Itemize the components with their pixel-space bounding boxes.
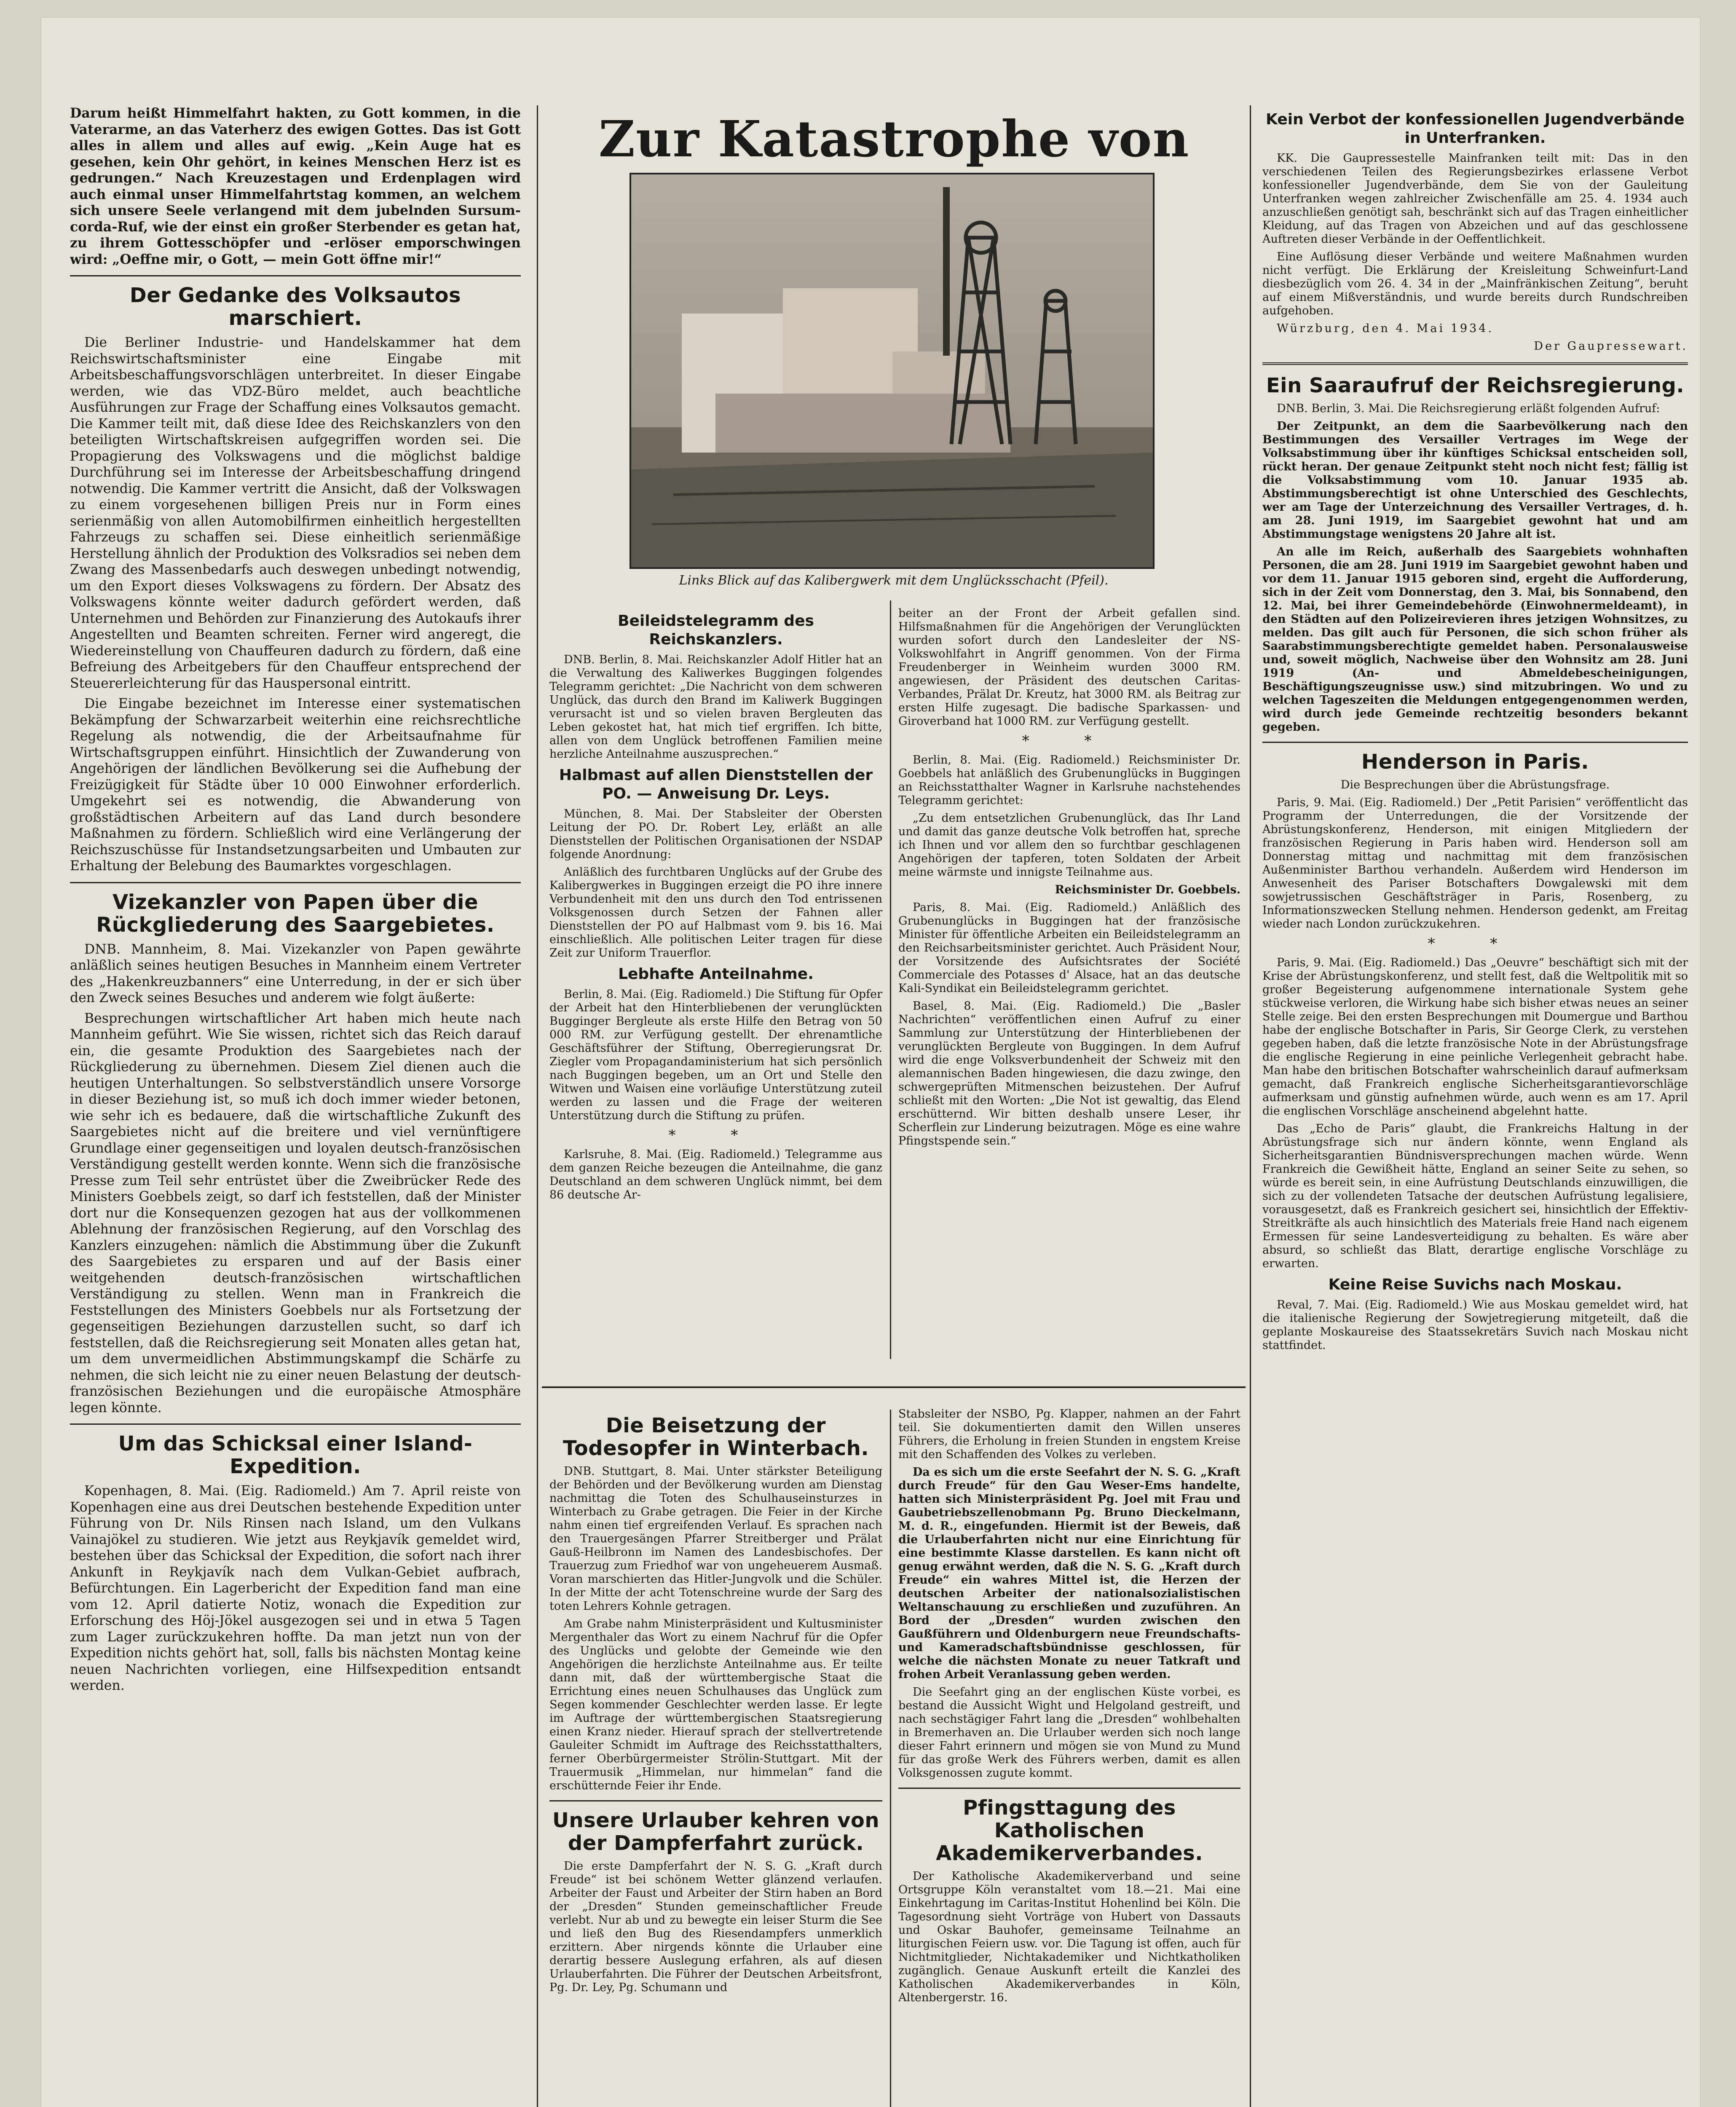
article-paragraph: Der Zeitpunkt, an dem die Saarbevölkerung nach den Bestimmungen des Versailler Vertrages im Wege der Volksabstimmung über ihr künftiges Schicksal entscheiden soll, rückt heran. Der genaue Zeitpunkt steht noch nicht fest; fällig ist die Volksabstimmung vom 10. Januar 1935 ab. Abstimmungsberechtigt ist ohne Unterschied des Geschlechts, wer am Tage der Unterzeichnung des Versailler Vertrages, d. h. am 28. Juni 1919, im Saargebiet gewohnt hat und am Abstimmungstage wenigstens 20 Jahre alt ist.	[1262, 420, 1688, 541]
headline-lebhaft: Lebhafte Anteilnahme.	[618, 965, 814, 983]
headline-henderson: Henderson in Paris.	[1361, 750, 1589, 774]
article-paragraph: Basel, 8. Mai. (Eig. Radiomeld.) Die „Basler Nachrichten“ veröffentlichen einen Aufruf zu einer Sammlung zur Unterstützung der Hinterbliebenen der verunglückten Bergleute von Buggingen. In dem Aufruf wird die enge Volksverbundenheit der Schweiz mit den alemannischen Baden hingewiesen, die dazu zwinge, den schwergeprüften Mitmenschen beizustehen. Der Aufruf schließt mit den Worten: „Die Not ist gewaltig, das Elend erschütternd. Wir bitten deshalb unsere Leser, ihr Scherflein zur Linderung beizutragen. Möge es eine wahre Pfingstspende sein.“	[898, 1000, 1240, 1147]
divider	[70, 882, 521, 883]
divider	[1262, 362, 1688, 365]
article-paragraph: Berlin, 8. Mai. (Eig. Radiomeld.) Die Stiftung für Opfer der Arbeit hat den Hinterbliebenen der verunglückten Bugginger Bergleute als erste Hilfe den Betrag von 50 000 RM. zur Verfügung gestellt. Der ehrenamtliche Geschäftsführer der Stiftung, Oberregierungsrat Dr. Ziegler vom Propagandaministerium hat sich persönlich nach Buggingen begeben, um an Ort und Stelle den Witwen und Waisen eine vorläufige Unterstützung zuteil werden zu lassen und die Frage der weiteren Unterstützung durch die Stiftung zu prüfen.	[549, 988, 882, 1122]
divider	[1262, 742, 1688, 743]
article-paragraph: Besprechungen wirtschaftlicher Art haben mich heute nach Mannheim geführt. Wie Sie wissen, richtet sich das Reich darauf ein, die gesamte Produktion des Saargebietes nach der Rückgliederung zu übernehmen. Diesem Ziel dienen auch die heutigen Unterhaltungen. So selbstverständlich unsere Vorsorge in dieser Beziehung ist, so muß ich doch immer wieder betonen, wie sehr ich es bedauere, daß die wirtschaftliche Zukunft des Saargebietes nicht auf die breitere und viel vernünftigere Grundlage einer gegenseitigen und loyalen deutsch-französischen Verständigung gestellt werden konnte. Wenn sich die französische Presse zum Teil sehr entrüstet über die Zweibrücker Rede des Ministers Goebbels zeigt, so darf ich feststellen, daß der Minister dort nur die Konsequenzen gezogen hat aus der vollkommenen Ablehnung der französischen Regierung, auf den Vorschlag des Kanzlers einzugehen: nämlich die Abstimmung über die Zukunft des Saargebietes zu ersparen und auf der Basis einer weitgehenden deutsch-französischen wirtschaftlichen Verständigung zu stellen. Wenn man in Frankreich die Feststellungen des Ministers Goebbels nur als Fortsetzung der gegenseitigen Beziehungen darzustellen sucht, so darf ich feststellen, daß die Reichsregierung seit Monaten alles getan hat, um dem unvermeidlichen Abstimmungskampf die Schärfe zu nehmen, die sich leicht nie zu einer neuen Belastung der deutsch-französischen Beziehungen und die europäische Atmosphäre legen könnte.	[70, 1011, 521, 1415]
divider	[70, 275, 521, 276]
intro-paragraph: Darum heißt Himmelfahrt hakten, zu Gott kommen, in die Vaterarme, an das Vaterherz des ewigen Gottes. Das ist Gott alles in allem und alles auf ewig. „Kein Auge hat es gesehen, kein Ohr gehört, in keines Menschen Herz ist es gedrungen.“ Nach Kreuzestagen und Erdenplagen wird auch einmal unser Himmelfahrtstag kommen, an welchem sich unsere Seele verlangend mit dem jubelnden Sursum-corda-Ruf, wie der einst ein großer Sterbender es getan hat, zu ihrem Gottesschöpfer und -erlöser emporschwingen wird: „Oeffne mir, o Gott, — mein Gott öffne mir!“	[70, 105, 521, 267]
headline-saar: Ein Saaraufruf der Reichsregierung.	[1266, 374, 1685, 397]
article-paragraph: Die Eingabe bezeichnet im Interesse einer systematischen Bekämpfung der Schwarzarbeit weiterhin eine reichsrechtliche Regelung als notwendig, die der Arbeitsaufnahme für Wirtschaftsgruppen einführt. Hinsichtlich der Zuwanderung von Angehörigen der ländlichen Bevölkerung sei die Aufhebung der Freizügigkeit für Städte über 10 000 Einwohner erforderlich. Umgekehrt sei es notwendig, die Abwanderung von großstädtischen Arbeitern auf das Land durch besondere Maßnahmen zu fördern. Schließlich wird eine Verlängerung der Reichszuschüsse für Instandsetzungsarbeiten und Umbauten zur Erhaltung der Belebung des Baumarktes vorgeschlagen.	[70, 696, 521, 874]
photo-caption: Links Blick auf das Kalibergwerk mit dem Unglücksschacht (Pfeil).	[679, 573, 1109, 588]
column-rule	[537, 105, 538, 2107]
article-paragraph: Die erste Dampferfahrt der N. S. G. „Kraft durch Freude“ ist bei schönem Wetter glänzend verlaufen. Arbeiter der Faust und Arbeiter der Stirn haben an Bord der „Dresden“ Stunden gemeinschaftlicher Freude verlebt. Nur ab und zu bewegte ein leiser Sturm die See und ließ den Bug des Riesendampfers unmerklich erzittern. Aber nirgends könnte die Urlauber eine derartig bessere Auslegung erfahren, als auf diesen Urlauberfahrten. Die Führer der Deutschen Arbeitsfront, Pg. Dr. Ley, Pg. Schumann und	[549, 1860, 882, 1994]
article-paragraph: Eine Auflösung dieser Verbände und weitere Maßnahmen wurden nicht verfügt. Die Erklärung der Kreisleitung Schweinfurt-Land diesbezüglich vom 26. 4. 34 in der „Mainfränkischen Zeitung“, beruht auf einem Mißverständnis, und wurde bereits durch Rundschreiben aufgehoben.	[1262, 250, 1688, 317]
column-right	[1262, 105, 1688, 2107]
article-paragraph: Da es sich um die erste Seefahrt der N. S. G. „Kraft durch Freude“ für den Gau Weser-Ems handelte, hatten sich Ministerpräsident Pg. Joel mit Frau und Gaubetriebszellenobmann Pg. Bruno Dieckelmann, M. d. R., eingefunden. Hiermit ist der Beweis, daß die Urlauberfahrten nicht nur eine Einrichtung für eine bestimmte Klasse darstellen. Es kann nicht oft genug erwähnt werden, daß die N. S. G. „Kraft durch Freude“ ein wahres Mittel ist, die Herzen der deutschen Arbeiter der nationalsozialistischen Weltanschauung zu erschließen und zuzuführen. An Bord der „Dresden“ wurden zwischen den Gaußführern und Oldenburgern neue Freundschafts- und Kameradschaftsbündnisse geschlossen, für welche die nächsten Monate zu neuer Tatkraft und frohen Arbeit Veranlassung geben werden.	[898, 1466, 1240, 1681]
headline-konfessionell: Kein Verbot der konfessionellen Jugendverbände in Unterfranken.	[1266, 111, 1685, 147]
separator-stars: * *	[668, 1127, 764, 1144]
article-paragraph: Paris, 9. Mai. (Eig. Radiomeld.) Der „Petit Parisien“ veröffentlicht das Programm der Unterredungen, die der Vorsitzende der Abrüstungskonferenz, Henderson, mit einigen Mitgliedern der französischen Regierung in Paris haben wird. Henderson soll am Donnerstag mittag und nachmittag mit dem französischen Außenminister Barthou verhandeln. Außerdem wird Henderson im Anwesenheit des Pariser Botschafters Dowgalewski mit dem sowjetrussischen Geschäftsträger in Paris, Rosenberg, zu Informationszwecken Stellung nehmen. Henderson gedenkt, am Freitag wieder nach London zurückzukehren.	[1262, 796, 1688, 930]
mine-photo	[630, 173, 1155, 569]
article-paragraph: Reval, 7. Mai. (Eig. Radiomeld.) Wie aus Moskau gemeldet wird, hat die italienische Regierung der Sowjetregierung mitgeteilt, daß die geplante Moskaureise des Staatssekretärs Suvich nach Moskau nicht stattfindet.	[1262, 1298, 1688, 1352]
headline-halbmast: Halbmast auf allen Dienststellen der PO. — Anweisung Dr. Leys.	[559, 767, 873, 802]
article-paragraph: KK. Die Gaupressestelle Mainfranken teilt mit: Das in den verschiedenen Teilen des Regierungsbezirkes erlassene Verbot konfessioneller Jugendverbände, dem Sie von der Gauleitung Unterfranken wegen zahlreicher Zwischenfälle am 25. 4. 1934 auch anzuschließen genötigt sah, beschränkt sich auf das Tragen einheitlicher Kleidung, auf das Tragen von Abzeichen und auf das geschlossene Auftreten dieser Verbände in der Oeffentlichkeit.	[1262, 152, 1688, 246]
headline-papen: Vizekanzler von Papen über die Rückgliederung des Saargebietes.	[96, 890, 495, 937]
article-paragraph: DNB. Stuttgart, 8. Mai. Unter stärkster Beteiligung der Behörden und der Bevölkerung wurden am Dienstag nachmittag die Toten des Schulhauseinsturzes in Winterbach zu Grabe getragen. Die Feier in der Kirche nahm einen tief ergreifenden Verlauf. Es sprachen nach den Trauergesängen Pfarrer Streitberger und Prälat Gauß-Heilbronn im Namen des Landesbischofes. Der Trauerzug zum Friedhof war von ungeheuerem Ausmaß. Voran marschierten das Hitler-Jungvolk und die Schüler. In der Mitte der acht Totenschreine wurde der Sarg des toten Lehrers Kohnle getragen.	[549, 1465, 882, 1613]
article-paragraph: Der Katholische Akademikerverband und seine Ortsgruppe Köln veranstaltet vom 18.—21. Mai eine Einkehrtagung im Caritas-Institut Hohenlind bei Köln. Die Tagesordnung sieht Vorträge von Hubert von Dassauts und Oskar Bauhofer, gemeinsame Teilnahme an liturgischen Feiern usw. vor. Die Tagung ist offen, auch für Nichtmitglieder, Nichtakademiker und Nichtkatholiken zugänglich. Genaue Auskunft erteilt die Kanzlei des Katholischen Akademikerverbandes in Köln, Altenbergerstr. 16.	[898, 1870, 1240, 2004]
divider	[549, 1800, 882, 1801]
headline-island: Um das Schicksal einer Island-Expedition.	[118, 1432, 473, 1478]
headline-beileid: Beileidstelegramm des Reichskanzlers.	[618, 612, 814, 648]
dateline: Würzburg, den 4. Mai 1934.	[1277, 322, 1494, 335]
article-paragraph: Die Seefahrt ging an der englischen Küste vorbei, es bestand die Aussicht Wight und Helgoland gestreift, und nach sechstägiger Fahrt lang die „Dresden“ wohlbehalten in Bremerhaven an. Die Urlauber werden sich noch lange dieser Fahrt erinnern und mögen sie von Mund zu Mund für das große Werk des Führers werben, damit es allen Volksgenossen zugute kommt.	[898, 1686, 1240, 1780]
article-paragraph: DNB. Berlin, 3. Mai. Die Reichsregierung erläßt folgenden Aufruf:	[1277, 402, 1660, 415]
column-rule	[890, 600, 891, 1359]
headline-volksauto: Der Gedanke des Volksautos marschiert.	[129, 284, 461, 330]
divider	[70, 1423, 521, 1425]
article-paragraph: Das „Echo de Paris“ glaubt, die Frankreichs Haltung in der Abrüstungsfrage sich nur ändern könnte, wenn England als Sicherheitsgarantien Bündnisversprechungen machen würde. Wenn Frankreich die Gewißheit hätte, England an seiner Seite zu sehen, so würde es bereit sein, in eine Aufrüstung Deutschlands einzuwilligen, die sich zu der vollendeten Tatsache der deutschen Aufrüstung legalisiere, vorausgesetzt, daß es Frankreich gesichert sei, hinsichtlich der Effektiv-Streitkräfte als auch hinsichtlich des Materials freie Hand nach eigenem Ermessen für seine Landesverteidigung zu behalten. Es wäre aber absurd, so schließt das Blatt, derartige englische Vorschläge zu erwarten.	[1262, 1122, 1688, 1270]
article-paragraph: Anläßlich des furchtbaren Unglücks auf der Grube des Kalibergwerkes in Buggingen erzeigt die PO ihre innere Verbundenheit mit den uns durch den Tod entrissenen Volksgenossen durch Setzen der Fahnen aller Dienststellen der PO auf Halbmast vom 9. bis 16. Mai einschließlich. Alle politischen Leiter tragen für diese Zeit zur Uniform Trauerflor.	[549, 866, 882, 960]
article-paragraph: DNB. Mannheim, 8. Mai. Vizekanzler von Papen gewährte anläßlich seines heutigen Besuches in Mannheim einem Vertreter des „Hakenkreuzbanners“ eine Unterredung, in der er sich über den Zweck seines Besuches und anderem wie folgt äußerte:	[70, 941, 521, 1005]
article-paragraph: Kopenhagen, 8. Mai. (Eig. Radiomeld.) Am 7. April reiste von Kopenhagen eine aus drei Deutschen bestehende Expedition unter Führung von Dr. Nils Rinsen nach Island, um den Vulkans Vainajökel zu studieren. Wie jetzt aus Reykjavík gemeldet wird, bestehen über das Schicksal der Expedition, die sofort nach ihrer Ankunft in Reykjavík nach dem Vulkan-Gebiet aufbrach, Befürchtungen. Ein Lagerbericht der Expedition fand man eine vom 12. April datierte Notiz, wonach die Expedition zur Erforschung des Höj-Jökel ausgezogen sei und in etwa 5 Tagen zum Lager zurückzukehren hoffte. Da man jetzt nun von der Expedition nichts gehört hat, soll, falls bis nächsten Montag keine neuen Nachrichten vorliegen, eine Hilfsexpedition entsandt werden.	[70, 1483, 521, 1693]
headline-pfingst: Pfingsttagung des Katholischen Akademikerverbandes.	[936, 1796, 1203, 1865]
divider	[898, 1788, 1240, 1789]
article-paragraph: Stabsleiter der NSBO, Pg. Klapper, nahmen an der Fahrt teil. Sie dokumentierten damit den Willen unseres Führers, die Erholung in freien Stunden in engstem Kreise mit den Schaffenden des Volkes zu verleben.	[898, 1407, 1240, 1461]
headline-beisetzung: Die Beisetzung der Todesopfer in Winterbach.	[563, 1414, 869, 1460]
article-paragraph: Berlin, 8. Mai. (Eig. Radiomeld.) Reichsminister Dr. Goebbels hat anläßlich des Grubenunglücks in Buggingen an Reichsstatthalter Wagner in Karlsruhe nachstehendes Telegramm gerichtet:	[898, 753, 1240, 807]
column-rule	[1250, 105, 1251, 2107]
article-paragraph: An alle im Reich, außerhalb des Saargebiets wohnhaften Personen, die am 28. Juni 1919 im Saargebiet gewohnt haben und vor dem 11. Januar 1915 geboren sind, ergeht die Aufforderung, sich in der Zeit vom Donnerstag, den 3. Mai, bis Sonnabend, den 12. Mai, bei ihrer Gemeindebehörde (Einwohnermeldeamt), in den Städten auf den Polizeirevieren ihres jetzigen Wohnsitzes, zu melden. Das gilt auch für Personen, die sich schon früher als Saarabstimmungsberechtigte gemeldet haben. Personalausweise und, soweit möglich, Nachweise über den Wohnsitz am 28. Juni 1919 (An- und Abmeldebescheinigungen, Beschäftigungszeugnisse usw.) sind mitzubringen. Wo und zu welchen Tageszeiten die Meldungen entgegengenommen werden, wird durch jede Gemeinde rechtzeitig besonders bekannt gegeben.	[1262, 545, 1688, 734]
newspaper-page	[40, 17, 1701, 2107]
signature: Reichsminister Dr. Goebbels.	[1055, 883, 1240, 896]
article-paragraph: DNB. Berlin, 8. Mai. Reichskanzler Adolf Hitler hat an die Verwaltung des Kaliwerkes Buggingen folgendes Telegramm gerichtet: „Die Nachricht von dem schweren Unglück, das durch den Brand im Kaliwerk Buggingen verursacht ist und so vielen braven Bergleuten das Leben gekostet hat, hat mich tief ergriffen. Ich bitte, allen von dem Unglück betroffenen Familien meine herzliche Anteilnahme auszusprechen.“	[549, 653, 882, 761]
article-paragraph: „Zu dem entsetzlichen Grubenunglück, das Ihr Land und damit das ganze deutsche Volk betroffen hat, spreche ich Ihnen und vor allem den so furchtbar geschlagenen Angehörigen der tapferen, toten Soldaten der Arbeit meine wärmste und innigste Teilnahme aus.	[898, 812, 1240, 879]
column-center-left-upper	[549, 607, 882, 1357]
article-paragraph: Die Berliner Industrie- und Handelskammer hat dem Reichswirtschaftsminister eine Eingabe mit Arbeitsbeschaffungsvorschlägen unterbreitet. In dieser Eingabe werden, wie das VDZ-Büro meldet, auch beachtliche Ausführungen zur Frage der Schaffung eines Volksautos gemacht. Die Kammer teilt mit, daß diese Idee des Reichskanzlers von den beteiligten Wirtschaftskreisen aufgegriffen worden sei. Die Propagierung des Volkswagens und die möglichst baldige Durchführung sei im Interesse der Arbeitsbeschaffung dringend notwendig. Die Kammer vertritt die Ansicht, daß der Volkswagen zu einem vorgesehenen billigen Preis nur in Form eines serienmäßig von allen Automobilfirmen einheitlich hergestellten Fahrzeugs zu schaffen sei. Diese einheitlich serienmäßige Herstellung ähnlich der Produktion des Volksradios sei neben dem Zwang des Massenbedarfs auch deswegen unbedingt notwendig, um den Export dieses Volkswagens zu fördern. Der Absatz des Volkswagens könnte weiter dadurch gefördert werden, daß Unternehmen und Behörden zur Finanzierung des Autokaufs ihrer Angestellten und Beamten schreiten. Ferner wird angeregt, die Wiedereinstellung von Chauffeuren dadurch zu fördern, daß eine Befreiung des Arbeitgebers für den Chauffeur entsprechend der Steuererleichterung für das Hauspersonal eintritt.	[70, 335, 521, 691]
article-paragraph: Paris, 8. Mai. (Eig. Radiomeld.) Anläßlich des Grubenunglücks in Buggingen hat der französische Minister für öffentliche Arbeiten ein Beileidstelegramm an den Reichsarbeitsminister gerichtet. Auch Präsident Nour, der Vorsitzende des Aufsichtsrates der Société Commerciale des Potasses d' Alsace, hat an das deutsche Kali-Syndikat ein Beileidstelegramm gerichtet.	[898, 901, 1240, 995]
article-paragraph: München, 8. Mai. Der Stabsleiter der Obersten Leitung der PO. Dr. Robert Ley, erläßt an alle Dienststellen der Politischen Organisationen der NSDAP folgende Anordnung:	[549, 807, 882, 861]
column-rule	[890, 1410, 891, 2107]
article-paragraph: Am Grabe nahm Ministerpräsident und Kultusminister Mergenthaler das Wort zu einem Nachruf für die Opfer des Unglücks und gelobte der Gemeinde wie den Angehörigen die herzlichste Anteilnahme aus. Er teilte dann mit, daß der württembergische Staat die Errichtung eines neuen Schulhauses das Unglück zum Segen kommender Geschlechter werden lasse. Er legte im Auftrage der württembergischen Staatsregierung einen Kranz nieder. Hierauf sprach der stellvertretende Gauleiter Schmidt im Auftrage des Reichsstatthalters, ferner Oberbürgermeister Strölin-Stuttgart. Mit der Trauermusik „Himmelan, nur himmelan“ fand die erschütternde Feier ihr Ende.	[549, 1617, 882, 1792]
article-paragraph: Karlsruhe, 8. Mai. (Eig. Radiomeld.) Telegramme aus dem ganzen Reiche bezeugen die Anteilnahme, die ganz Deutschland an dem schweren Unglück nimmt, bei dem 86 deutsche Ar-	[549, 1148, 882, 1201]
signature: Der Gaupressewart.	[1534, 340, 1688, 353]
separator-stars: * *	[1022, 732, 1117, 749]
column-center-right-upper	[898, 607, 1240, 1357]
separator-stars: * *	[1428, 935, 1523, 952]
column-center-left-lower	[549, 1407, 882, 2107]
masthead-title: Zur Katastrophe von	[598, 110, 1190, 168]
article-paragraph: Paris, 9. Mai. (Eig. Radiomeld.) Das „Oeuvre“ beschäftigt sich mit der Krise der Abrüstungskonferenz, und stellt fest, daß die Weltpolitik mit so großer Begeisterung aufgenommene internationale System gehe stückweise verloren, die Wirkung habe sich bisher etwas neues an seiner Stelle zeige. Bei den ersten Besprechungen mit Doumergue und Barthou habe der englische Botschafter in Paris, Sir George Clerk, zu verstehen gegeben haben, daß die letzte französische Note in der Abrüstungsfrage die englische Regierung in eine peinliche Verlegenheit gebracht habe. Man habe den britischen Botschafter wahrscheinlich darauf aufmerksam gemacht, daß Frankreich englische Sicherheitsgarantievorschläge aufmerksam und günstig aufnehmen würde, auch wenn es am 17. April die englischen Vorschläge anscheinend abgelehnt hatte.	[1262, 956, 1688, 1118]
headline-urlauber: Unsere Urlauber kehren von der Dampferfahrt zurück.	[552, 1809, 880, 1855]
mine-illustration	[631, 174, 1153, 567]
headline-moskau: Keine Reise Suvichs nach Moskau.	[1328, 1276, 1622, 1293]
column-left	[70, 105, 521, 2107]
center-horizontal-rule	[542, 1386, 1246, 1388]
article-paragraph: beiter an der Front der Arbeit gefallen sind. Hilfsmaßnahmen für die Angehörigen der Verunglückten wurden sofort durch den Landesleiter der NS-Volkswohlfahrt in Angriff genommen. Von der Firma Freudenberger in Weinheim wurden 3000 RM. angewiesen, der Präsident des deutschen Caritas-Verbandes, Prälat Dr. Kreutz, hat 3000 RM. als Beitrag zur ersten Hilfe zugesagt. Die badische Sparkassen- und Giroverband hat 1000 RM. zur Verfügung gestellt.	[898, 607, 1240, 728]
column-center-right-lower	[898, 1407, 1240, 2107]
subheadline: Die Besprechungen über die Abrüstungsfrage.	[1340, 778, 1610, 791]
